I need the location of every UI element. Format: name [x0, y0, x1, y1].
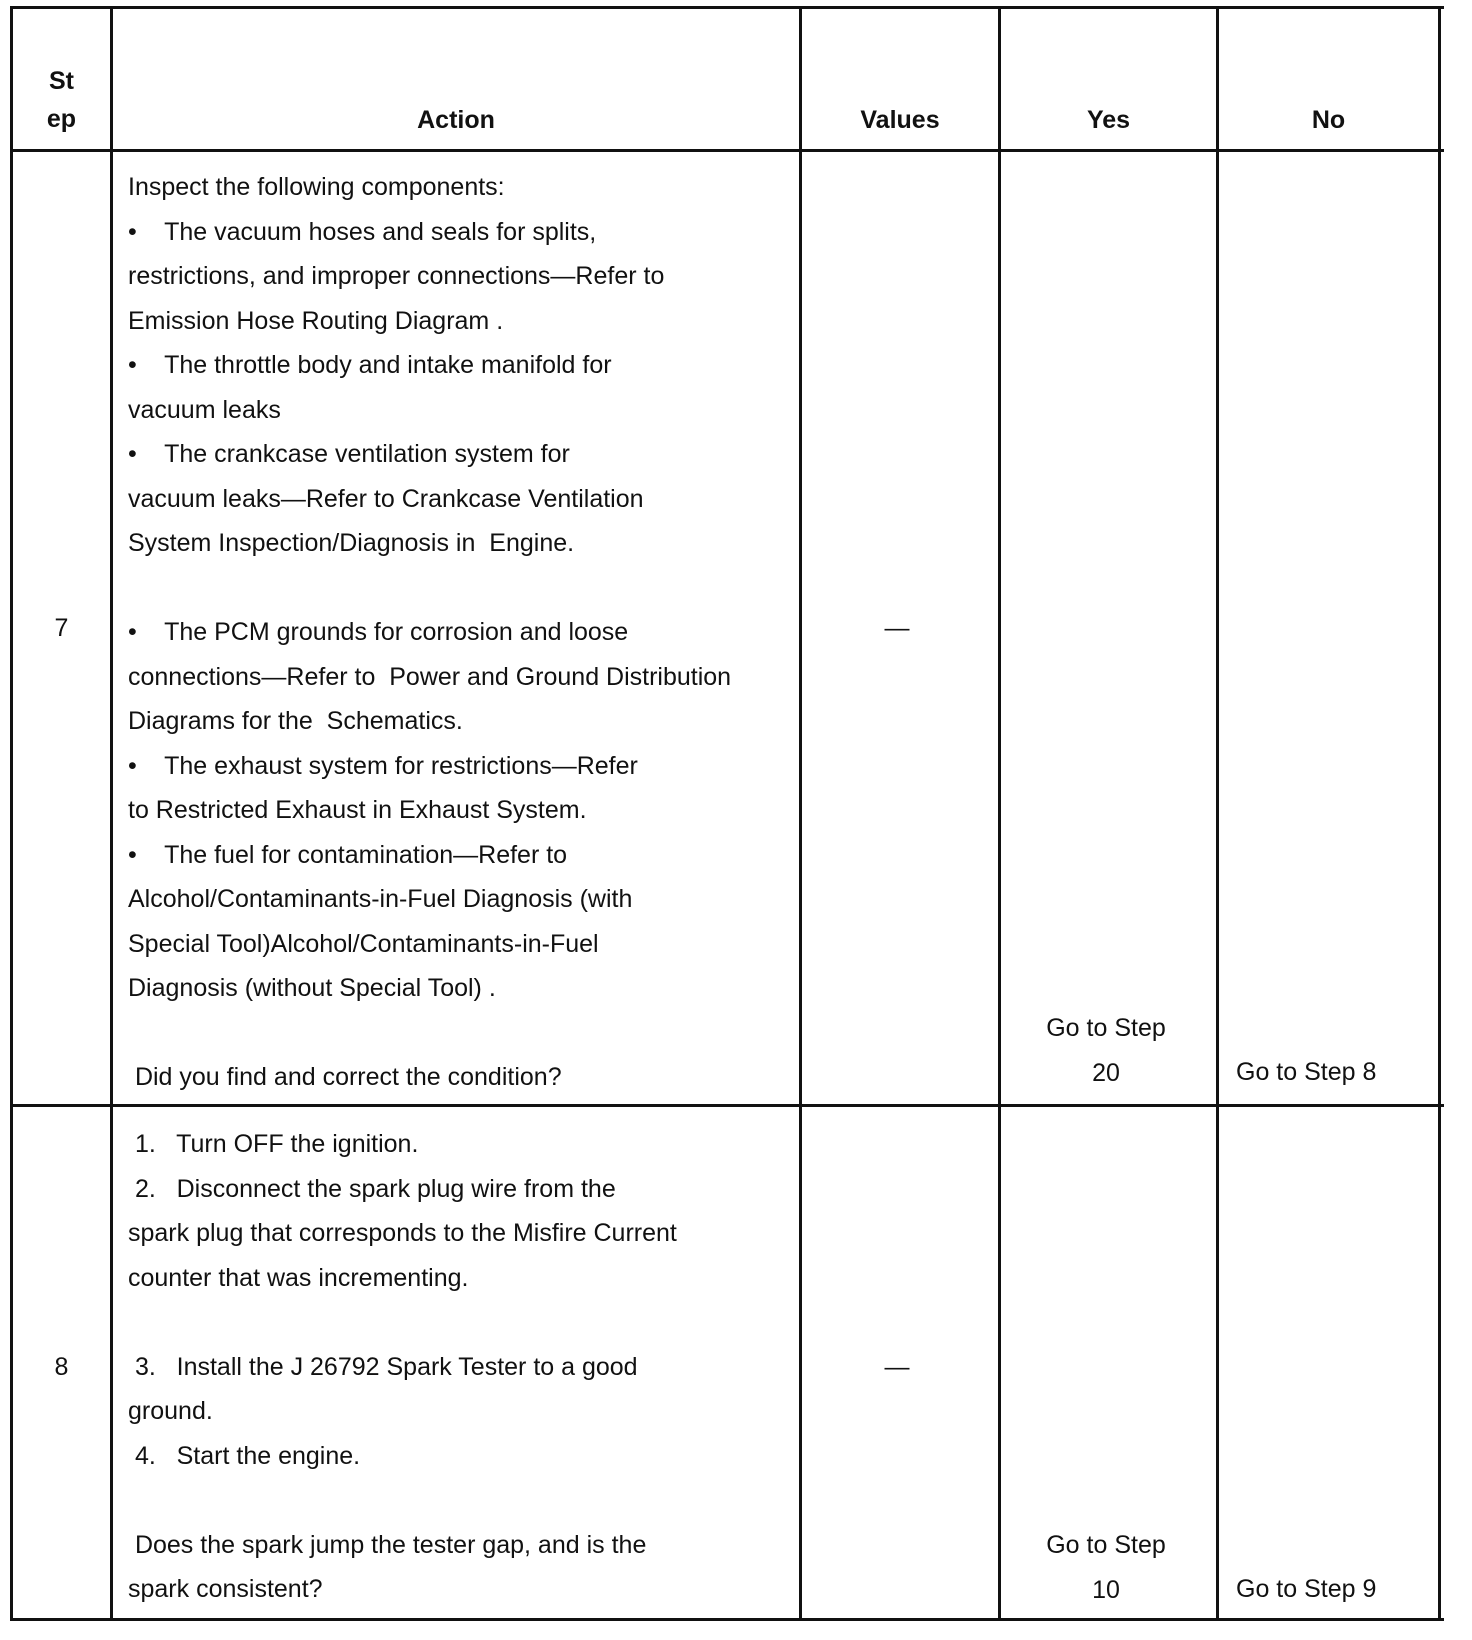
action-line: • The throttle body and intake manifold for [128, 351, 612, 379]
header-step: St ep [46, 67, 77, 133]
no-cell: Go to Step 9 [1236, 1575, 1377, 1603]
action-text [128, 165, 796, 1100]
yes-cell: Go to Step 10 [1046, 1531, 1166, 1604]
action-line: vacuum leaks [128, 395, 281, 424]
action-line: • The crankcase ventilation system for [128, 440, 570, 468]
action-line: ground. [128, 1397, 213, 1425]
action-line: 2. Disconnect the spark plug wire from the [128, 1174, 616, 1203]
action-line: • The PCM grounds for corrosion and loose [128, 618, 629, 646]
header-values: Values [860, 106, 940, 134]
action-line: 1. Turn OFF the ignition. [128, 1130, 419, 1158]
no-cell: Go to Step 8 [1236, 1058, 1377, 1086]
action-line [128, 1478, 796, 1523]
action-line: Alcohol/Contaminants-in-Fuel Diagnosis (with [128, 885, 633, 913]
action-line: vacuum leaks—Refer to Crankcase Ventilation [128, 484, 644, 513]
header-action: Action [417, 106, 495, 134]
action-line: Diagrams for the Schematics. [128, 707, 463, 735]
action-line: Special Tool)Alcohol/Contaminants-in-Fuel [128, 929, 599, 958]
action-line: to Restricted Exhaust in Exhaust System. [128, 796, 587, 824]
action-line: • The fuel for contamination—Refer to [128, 840, 568, 869]
action-line: Emission Hose Routing Diagram . [128, 306, 504, 335]
action-line: • The exhaust system for restrictions—Refer [128, 751, 638, 780]
table-border-right [1438, 6, 1441, 1621]
header-no: No [1311, 106, 1346, 134]
action-line [128, 1300, 796, 1345]
step-number: 7 [54, 614, 69, 642]
action-line [128, 566, 796, 611]
action-line: • The vacuum hoses and seals for splits, [128, 217, 597, 246]
table-border-bottom [10, 1618, 1444, 1621]
table-border-top [10, 6, 1444, 9]
values-cell: — [884, 1353, 910, 1381]
action-line: spark plug that corresponds to the Misfire Current [128, 1219, 677, 1247]
action-line: Inspect the following components: [128, 173, 505, 201]
action-line: Does the spark jump the tester gap, and is the [128, 1530, 647, 1559]
action-line: Did you find and correct the condition? [128, 1063, 562, 1091]
action-line: restrictions, and improper connections—Refer to [128, 262, 665, 290]
header-yes: Yes [1086, 106, 1131, 134]
action-line: connections—Refer to Power and Ground Distribution [128, 662, 732, 691]
column-divider [110, 6, 113, 1621]
row-divider [10, 1104, 1444, 1107]
column-divider [998, 6, 1001, 1621]
values-cell: — [884, 614, 910, 642]
action-line: Diagnosis (without Special Tool) . [128, 974, 496, 1002]
action-line: spark consistent? [128, 1575, 323, 1603]
action-line [128, 1011, 796, 1056]
step-number: 8 [54, 1353, 69, 1381]
action-text [128, 1122, 796, 1612]
action-line: 3. Install the J 26792 Spark Tester to a good [128, 1352, 638, 1381]
action-line: 4. Start the engine. [128, 1441, 361, 1470]
column-divider [1216, 6, 1219, 1621]
action-line: counter that was incrementing. [128, 1263, 469, 1292]
header-divider [10, 149, 1444, 152]
action-line: System Inspection/Diagnosis in Engine. [128, 529, 575, 557]
yes-cell: Go to Step 20 [1046, 1014, 1166, 1087]
